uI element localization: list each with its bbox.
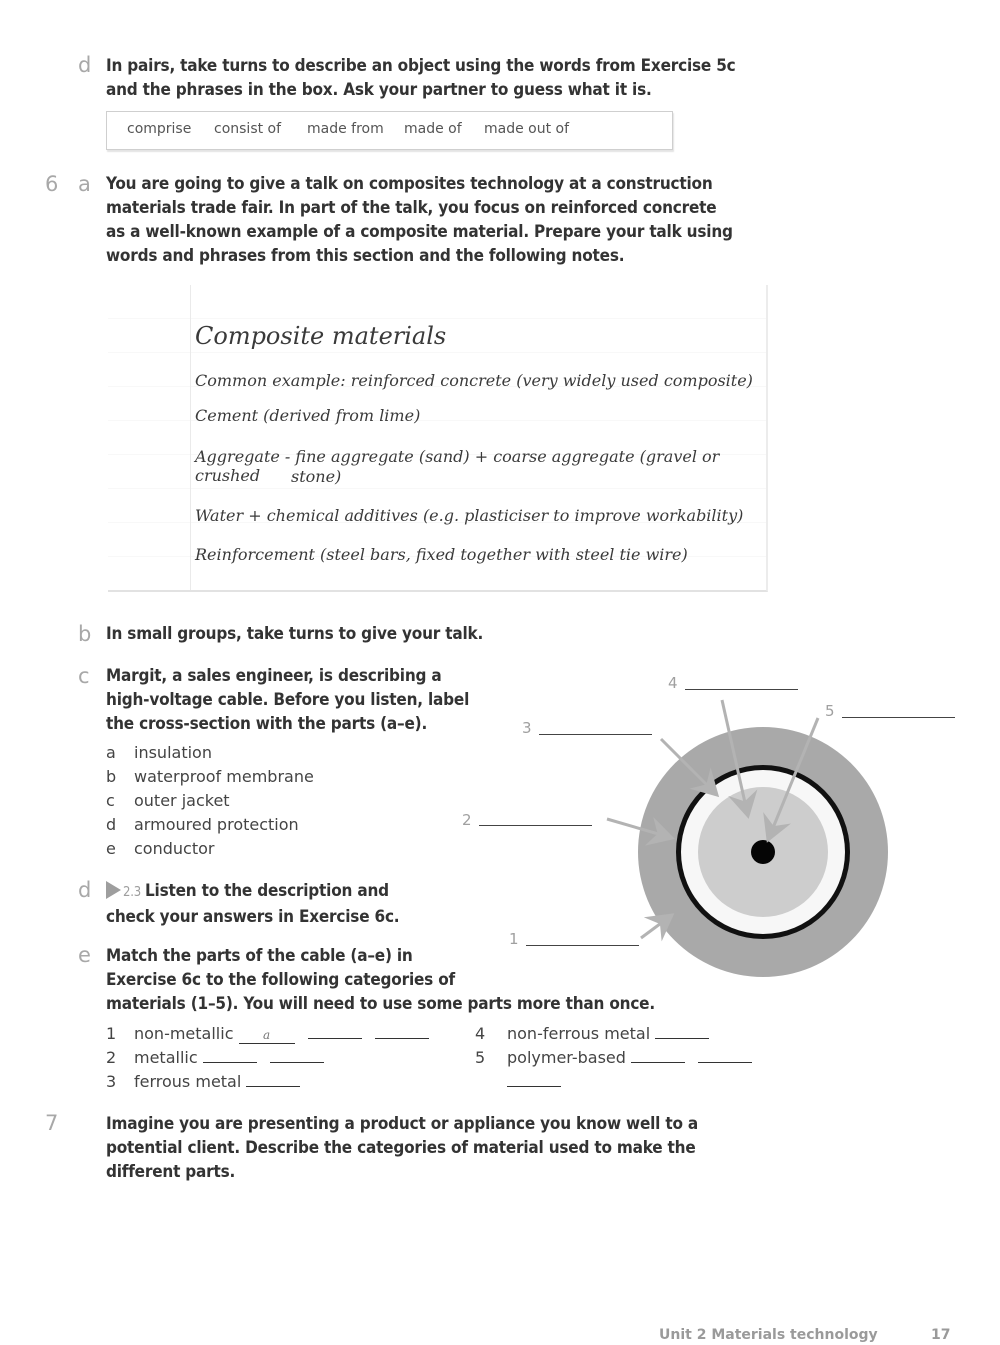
instruction-line: different parts. [106, 1162, 236, 1182]
category-3 [106, 1072, 300, 1091]
category-number: 5 [475, 1048, 486, 1067]
notes-item: Water + chemical additives (e.g. plasticiser to improve workability) [195, 506, 744, 525]
diagram-blank-2[interactable] [479, 825, 592, 826]
instruction-line: Margit, a sales engineer, is describing a [106, 666, 442, 686]
answer-blank[interactable] [203, 1048, 257, 1063]
diagram-label-2: 2 [462, 811, 472, 829]
notes-item: Aggregate - fine aggregate (sand) + coarse aggregate (gravel or crushed [195, 447, 720, 485]
notes-item: Cement (derived from lime) [195, 406, 421, 425]
instruction-line: materials (1–5). You will need to use some parts more than once. [106, 994, 655, 1014]
category-number: 1 [106, 1024, 117, 1043]
phrase-item: made of [404, 121, 462, 137]
instruction-line: words and phrases from this section and the following notes. [106, 246, 625, 266]
instruction-line: as a well-known example of a composite material. Prepare your talk using [106, 222, 733, 242]
instruction-line: Listen to the description and [145, 881, 389, 901]
category-number: 4 [475, 1024, 486, 1043]
category-5-extra [507, 1072, 561, 1091]
exercise-letter-6b: b [78, 622, 92, 646]
part-key: c [106, 791, 115, 810]
phrase-item: consist of [214, 121, 282, 137]
instruction-line: You are going to give a talk on composites technology at a construction [106, 174, 713, 194]
answer-blank[interactable] [308, 1024, 362, 1039]
answer-blank[interactable] [270, 1048, 324, 1063]
answer-blank[interactable] [631, 1048, 685, 1063]
exercise-letter-6a: a [78, 172, 91, 196]
diagram-blank-3[interactable] [539, 734, 652, 735]
diagram-blank-4[interactable] [685, 689, 798, 690]
diagram-blank-5[interactable] [842, 717, 955, 718]
part-key: b [106, 767, 117, 786]
instruction-line: and the phrases in the box. Ask your partner to guess what it is. [106, 80, 652, 100]
exercise-number-7: 7 [45, 1111, 59, 1135]
exercise-letter-6d: d [78, 878, 92, 902]
category-label: non-metallic [134, 1024, 234, 1043]
instruction-line: Exercise 6c to the following categories of [106, 970, 455, 990]
notes-item: Reinforcement (steel bars, fixed together with steel tie wire) [195, 545, 688, 564]
phrase-item: comprise [127, 121, 192, 137]
part-label: waterproof membrane [134, 767, 314, 786]
instruction-line: the cross-section with the parts (a–e). [106, 714, 428, 734]
category-number: 3 [106, 1072, 117, 1091]
diagram-label-5: 5 [825, 702, 835, 720]
answer-blank[interactable] [507, 1072, 561, 1087]
category-label: polymer-based [507, 1048, 626, 1067]
answer-blank[interactable] [698, 1048, 752, 1063]
instruction-7 [106, 1112, 698, 1184]
notes-item-continued: stone) [291, 467, 342, 486]
category-1 [106, 1024, 429, 1044]
instruction-line: materials trade fair. In part of the talk, you focus on reinforced concrete [106, 198, 717, 218]
category-number: 2 [106, 1048, 117, 1067]
page-number: 17 [931, 1327, 951, 1343]
phrase-item: made out of [484, 121, 570, 137]
category-5 [475, 1048, 752, 1067]
instruction-line: potential client. Describe the categories of material used to make the [106, 1138, 696, 1158]
category-label: ferrous metal [134, 1072, 242, 1091]
audio-track-number: 2.3 [123, 885, 141, 900]
category-label: metallic [134, 1048, 198, 1067]
conductor-core [751, 840, 775, 864]
part-key: e [106, 839, 116, 858]
part-key: a [106, 743, 116, 762]
instruction-line: high-voltage cable. Before you listen, label [106, 690, 470, 710]
exercise-number-6: 6 [45, 172, 59, 196]
footer-unit-title: Unit 2 Materials technology [659, 1327, 878, 1343]
notes-title: Composite materials [195, 322, 447, 350]
instruction-6d [106, 879, 399, 929]
part-label: armoured protection [134, 815, 299, 834]
instruction-line: check your answers in Exercise 6c. [106, 907, 400, 927]
part-label: insulation [134, 743, 212, 762]
diagram-label-4: 4 [668, 674, 678, 692]
category-4 [475, 1024, 709, 1043]
answer-blank[interactable] [246, 1072, 300, 1087]
category-label: non-ferrous metal [507, 1024, 651, 1043]
exercise-letter-6c: c [78, 664, 90, 688]
instruction-6b: In small groups, take turns to give your talk. [106, 624, 484, 644]
exercise-letter-6e: e [78, 943, 91, 967]
instruction-6e [106, 944, 655, 1016]
phrase-item: made from [307, 121, 384, 137]
notes-item: Common example: reinforced concrete (very widely used composite) [195, 371, 753, 390]
answer-blank[interactable] [375, 1024, 429, 1039]
answer-blank-filled[interactable]: a [239, 1029, 295, 1044]
audio-play-icon[interactable] [106, 881, 121, 899]
instruction-line: Match the parts of the cable (a–e) in [106, 946, 413, 966]
diagram-label-1: 1 [509, 930, 519, 948]
exercise-letter-5d: d [78, 53, 92, 77]
instruction-line: In pairs, take turns to describe an object using the words from Exercise 5c [106, 56, 736, 76]
part-label: conductor [134, 839, 215, 858]
part-label: outer jacket [134, 791, 230, 810]
part-key: d [106, 815, 117, 834]
category-2 [106, 1048, 324, 1067]
instruction-line: Imagine you are presenting a product or appliance you know well to a [106, 1114, 699, 1134]
diagram-label-3: 3 [522, 719, 532, 737]
answer-blank[interactable] [655, 1024, 709, 1039]
